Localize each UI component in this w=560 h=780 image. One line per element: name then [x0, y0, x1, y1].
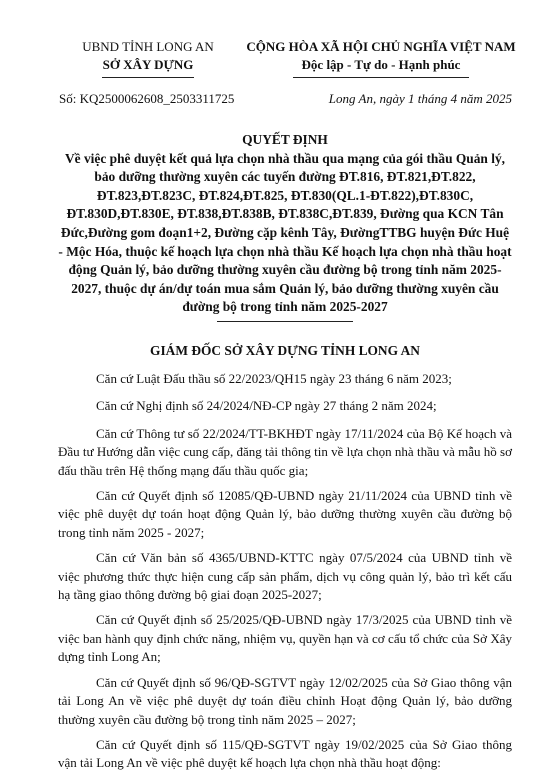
- nation-name: CỘNG HÒA XÃ HỘI CHỦ NGHĨA VIỆT NAM: [246, 39, 516, 54]
- legal-basis-paragraph: Căn cứ Thông tư số 22/2024/TT-BKHĐT ngày 17/11/2024 của Bộ Kế hoạch và Đầu tư Hướng dẫn việc cung cấp, đăng tải thông tin về lựa chọn nhà thầu và mẫu hồ sơ đấu thầu trên Hệ thống mạng đấu thầu quốc gia;: [58, 425, 512, 478]
- place-and-date: Long An, ngày 1 tháng 4 năm 2025: [328, 91, 512, 106]
- document-meta: [0, 91, 560, 109]
- document-body: [58, 370, 512, 780]
- issuing-agency: [58, 38, 238, 78]
- decision-subject: Về việc phê duyệt kết quả lựa chọn nhà thầu qua mạng của gói thầu Quản lý, bảo dưỡng thường xuyên các tuyến đường ĐT.816, ĐT.821,ĐT.822, ĐT.823,ĐT.823C, ĐT.824,ĐT.825, ĐT.830(QL.1-ĐT.822),ĐT.830C, ĐT.830D,ĐT.830E, ĐT.838,ĐT.838B, ĐT.838C,ĐT.839, Đường qua KCN Tân Đức,Đường gom đoạn1+2, Đường cặp kênh Tây, ĐườngTTBG huyện Đức Huệ - Mộc Hóa, thuộc kế hoạch lựa chọn nhà thầu Kế hoạch lựa chọn nhà thầu hoạt động Quản lý, bảo dưỡng thường xuyên cầu đường bộ trong tỉnh năm 2025-2027, thuộc dự án/dự toán mua sắm Quản lý, bảo dưỡng thường xuyên cầu đường bộ trong tỉnh năm 2025-2027: [58, 150, 512, 315]
- agency-name: SỞ XÂY DỰNG: [102, 57, 194, 72]
- agency-top-line: UBND TỈNH LONG AN: [82, 39, 214, 54]
- national-heading: [236, 38, 526, 78]
- legal-basis-paragraph: Căn cứ Quyết định số 12085/QĐ-UBND ngày 21/11/2024 của UBND tỉnh về việc phê duyệt dự toán hoạt động Quản lý, bảo dưỡng thường xuyên cầu đường bộ trong tỉnh năm 2025 - 2027;: [58, 488, 512, 540]
- decision-title-block: [58, 131, 512, 322]
- legal-basis-paragraph: Căn cứ Văn bản số 4365/UBND-KTTC ngày 07/5/2024 của UBND tỉnh về việc phương thức thực hiện cung cấp sản phẩm, dịch vụ công quản lý, bảo trì kết cấu hạ tầng giao thông đường bộ giai đoạn 2025-2027;: [58, 550, 512, 603]
- agency-underline: [102, 77, 194, 78]
- decision-title: QUYẾT ĐỊNH: [242, 132, 328, 147]
- national-motto: Độc lập - Tự do - Hạnh phúc: [301, 57, 461, 72]
- legal-basis-paragraph: Căn cứ Quyết định số 25/2025/QĐ-UBND ngày 17/3/2025 của UBND tỉnh về việc ban hành quy định chức năng, nhiệm vụ, quyền hạn và cơ cấu tổ chức của Sở Xây dựng tỉnh Long An;: [58, 612, 512, 665]
- title-underline: [217, 321, 353, 322]
- legal-basis-paragraph: Căn cứ Luật Đấu thầu số 22/2023/QH15 ngày 23 tháng 6 năm 2023;: [96, 371, 452, 386]
- legal-basis-paragraph: Căn cứ Nghị định số 24/2024/NĐ-CP ngày 27 tháng 2 năm 2024;: [96, 398, 437, 414]
- legal-basis-paragraph: Căn cứ Quyết định số 115/QĐ-SGTVT ngày 19/02/2025 của Sở Giao thông vận tải Long An về việc phê duyệt kế hoạch lựa chọn nhà thầu hoạt động:: [58, 736, 512, 771]
- motto-underline: [293, 77, 469, 78]
- issuing-authority: GIÁM ĐỐC SỞ XÂY DỰNG TỈNH LONG AN: [150, 343, 420, 358]
- legal-basis-paragraph: Căn cứ Quyết định số 96/QĐ-SGTVT ngày 12/02/2025 của Sở Giao thông vận tải Long An về việc phê duyệt dự toán điều chỉnh Hoạt động Quản lý, bảo dưỡng thường xuyên cầu đường bộ trong tỉnh năm 2025 – 2027;: [58, 674, 512, 727]
- document-number: Số: KQ2500062608_2503311725: [59, 91, 235, 106]
